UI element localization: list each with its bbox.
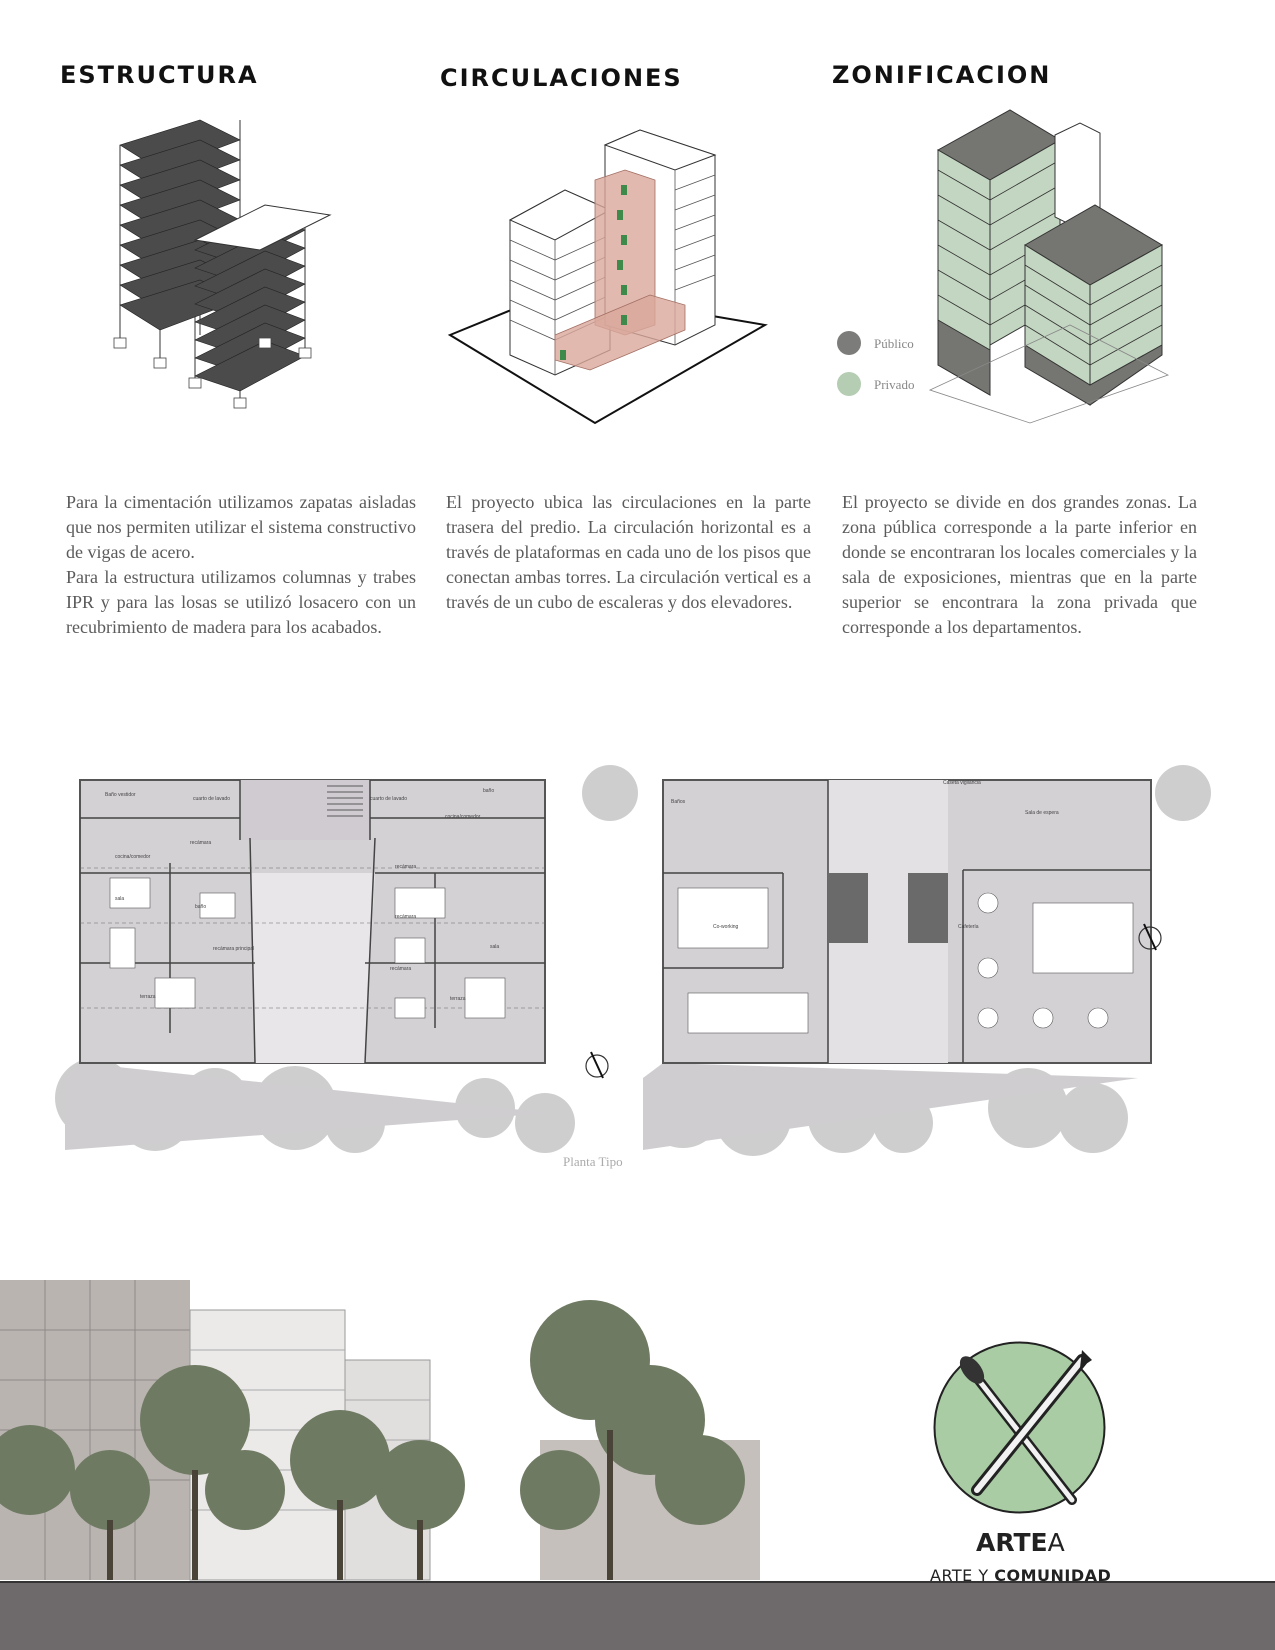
structure-axonometric-diagram (100, 100, 340, 430)
room-label: cocina/comedor (115, 854, 151, 860)
room-label: recámara (190, 840, 212, 846)
artea-tagline-light: ARTE Y (930, 1566, 989, 1585)
circulation-axonometric-diagram (445, 125, 775, 425)
estructura-paragraph-1: Para la cimentación utilizamos zapatas aisladas que nos permiten utilizar el sistema constructivo de vigas de acero. (66, 492, 416, 562)
zonificacion-text (842, 490, 1197, 640)
room-label: sala (115, 896, 125, 902)
room-label: sala (490, 944, 500, 950)
artea-wordmark (976, 1528, 1065, 1557)
room-label: recámara principal (213, 946, 255, 952)
room-label: terraza (450, 996, 466, 1002)
circulaciones-text (446, 490, 811, 615)
artea-wordmark-light: A (1047, 1528, 1065, 1557)
room-label: cuarto de lavado (370, 796, 407, 802)
zonificacion-title: ZONIFICACION (832, 61, 1052, 89)
legend-privado-label: Privado (874, 377, 915, 392)
estructura-text (66, 490, 416, 640)
floor-plan-ground (643, 778, 1203, 1150)
steel-deck-slab (195, 341, 305, 391)
room-label: Co-working (713, 924, 739, 930)
room-label: Caseta vigilancia (943, 780, 981, 786)
legend-publico-dot (837, 331, 861, 355)
room-label: baño (195, 904, 207, 910)
room-label: Cafetería (958, 924, 979, 930)
zonificacion-paragraph: El proyecto se divide en dos grandes zonas. La zona pública corresponde a la parte inferior en donde se encontraran los locales comerciales y la sala de exposiciones, mientras que en la parte superior se encontrara la zona privada que corresponde a los departamentos. (842, 492, 1197, 637)
legend-privado-dot (837, 372, 861, 396)
room-label: terraza (140, 994, 156, 1000)
room-label: baño (483, 788, 495, 794)
room-label: recámara (390, 966, 412, 972)
estructura-title: ESTRUCTURA (60, 61, 259, 89)
room-label: recámara (395, 914, 417, 920)
legend-publico-label: Público (874, 336, 914, 351)
room-label: cocina/comedor (445, 814, 481, 820)
room-label: Baños (671, 799, 686, 805)
north-arrow-icon (586, 1052, 608, 1078)
artea-wordmark-bold: ARTE (976, 1528, 1048, 1557)
artea-logo-emblem (932, 1340, 1107, 1515)
zoning-axonometric-diagram (930, 105, 1170, 425)
room-label: Sala de espera (1025, 810, 1059, 816)
floor-plan-tipo (65, 778, 635, 1150)
artea-tagline (930, 1566, 1111, 1585)
room-label: Baño vestidor (105, 792, 136, 798)
room-label: cuarto de lavado (193, 796, 230, 802)
room-label: recámara (395, 864, 417, 870)
circulaciones-paragraph: El proyecto ubica las circulaciones en la parte trasera del predio. La circulación horizontal es a través de plataformas en cada uno de los pisos que conectan ambas torres. La circulación vertical es a través de un cubo de escaleras y dos elevadores. (446, 492, 811, 612)
artea-tagline-bold: COMUNIDAD (994, 1566, 1112, 1585)
plan-caption: Planta Tipo (563, 1154, 623, 1169)
estructura-paragraph-2: Para la estructura utilizamos columnas y trabes IPR y para las losas se utilizó losacero con un recubrimiento de madera para los acabados. (66, 567, 416, 637)
circulaciones-title: CIRCULACIONES (440, 64, 683, 92)
